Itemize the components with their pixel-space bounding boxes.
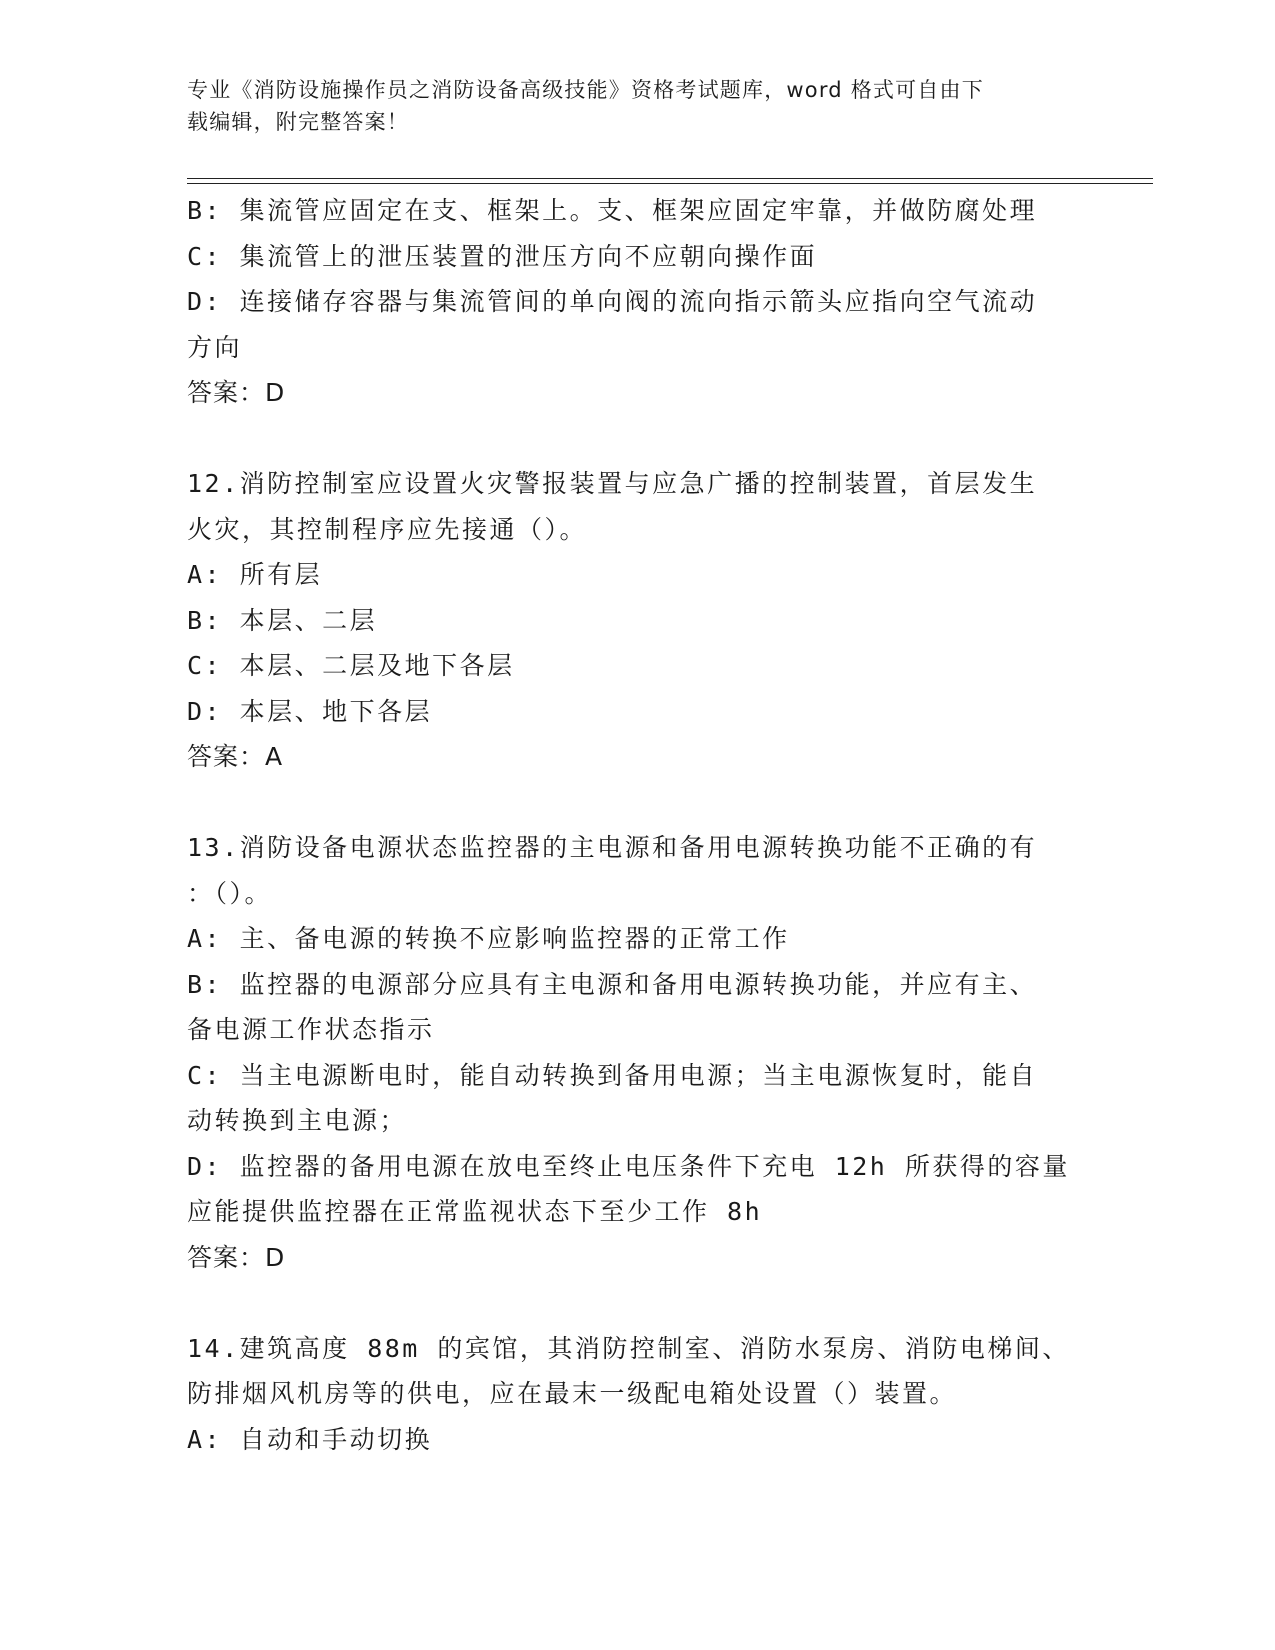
question-text: 12.消防控制室应设置火灾警报装置与应急广播的控制装置，首层发生 (187, 469, 1038, 498)
option-line: D: 连接储存容器与集流管间的单向阀的流向指示箭头应指向空气流动 (187, 287, 1038, 316)
option-line: D: 本层、地下各层 (187, 696, 433, 726)
option-line: C: 当主电源断电时，能自动转换到备用电源；当主电源恢复时，能自 (187, 1060, 1038, 1090)
question-text: 火灾，其控制程序应先接通（）。 (187, 514, 588, 544)
option-line: D: 监控器的备用电源在放电至终止电压条件下充电 12h 所获得的容量 (187, 1151, 1070, 1181)
spacer (187, 780, 1087, 826)
spacer (187, 416, 1087, 462)
option-line: A: 所有层 (187, 560, 323, 589)
option-line: 应能提供监控器在正常监视状态下至少工作 8h (187, 1197, 763, 1226)
option-line: 方向 (187, 332, 243, 362)
option-line: 备电源工作状态指示 (187, 1015, 435, 1044)
answer-line: 答案：A (187, 742, 284, 771)
question-13 (187, 825, 1087, 1280)
header-divider-top (187, 178, 1153, 179)
header-line: 载编辑，附完整答案！ (187, 110, 409, 134)
option-line: B: 本层、二层 (187, 605, 378, 635)
answer-line: 答案：D (187, 378, 286, 407)
option-line: A: 自动和手动切换 (187, 1424, 433, 1454)
question-text: 14.建筑高度 88m 的宾馆，其消防控制室、消防水泵房、消防电梯间、 (187, 1333, 1070, 1363)
option-line: B: 监控器的电源部分应具有主电源和备用电源转换功能，并应有主、 (187, 969, 1038, 999)
question-text: 13.消防设备电源状态监控器的主电源和备用电源转换功能不正确的有 (187, 833, 1038, 862)
document-header (187, 74, 1067, 138)
question-11 (187, 188, 1087, 416)
question-text: 防排烟风机房等的供电，应在最末一级配电箱处设置（）装置。 (187, 1379, 958, 1408)
question-12 (187, 461, 1087, 780)
question-14 (187, 1326, 1087, 1463)
header-divider-bottom (187, 183, 1153, 184)
option-line: C: 本层、二层及地下各层 (187, 651, 515, 680)
header-line: 专业《消防设施操作员之消防设备高级技能》资格考试题库，word 格式可自由下 (187, 78, 984, 102)
option-line: A: 主、备电源的转换不应影响监控器的正常工作 (187, 924, 790, 953)
question-text: ：（）。 (187, 878, 273, 908)
answer-line: 答案：D (187, 1242, 286, 1272)
option-line: 动转换到主电源； (187, 1106, 408, 1135)
question-list (187, 188, 1087, 1462)
option-line: C: 集流管上的泄压装置的泄压方向不应朝向操作面 (187, 241, 818, 271)
spacer (187, 1280, 1087, 1326)
option-line: B: 集流管应固定在支、框架上。支、框架应固定牢靠，并做防腐处理 (187, 196, 1038, 225)
